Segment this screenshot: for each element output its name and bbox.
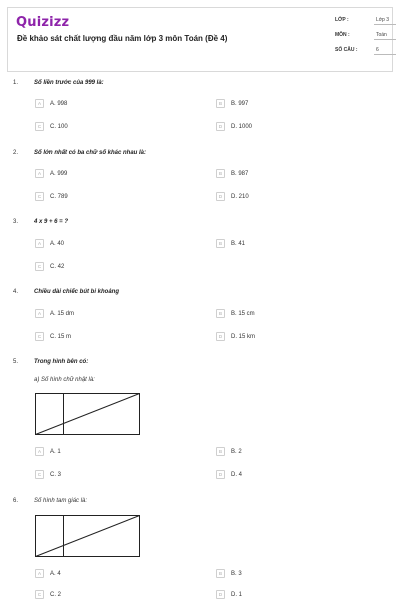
option-text[interactable]: A. 40 [50,241,65,247]
option-letter-badge[interactable]: C [35,470,44,479]
subject-label: MÔN : [335,32,350,38]
question-number: 5. [13,359,19,365]
option-text[interactable]: A. 4 [50,571,61,577]
option-letter-badge[interactable]: A [35,169,44,178]
option-letter-badge[interactable]: A [35,309,44,318]
subject-value: Toán [376,32,387,38]
option-letter-badge[interactable]: B [216,309,225,318]
option-letter-badge[interactable]: D [216,470,225,479]
option-letter-badge[interactable]: A [35,447,44,456]
option-letter-badge[interactable]: B [216,169,225,178]
option-text[interactable]: D. 1 [231,592,243,598]
option-letter-badge[interactable]: A [35,99,44,108]
option-text[interactable]: B. 997 [231,101,249,107]
quizizz-logo: Quizizz [16,15,70,30]
class-label: LỚP : [335,17,349,23]
question-text: Số lớn nhất có ba chữ số khác nhau là: [34,150,146,156]
option-letter-badge[interactable]: A [35,569,44,578]
option-text[interactable]: B. 987 [231,171,249,177]
option-text[interactable]: A. 15 dm [50,311,75,317]
option-letter-badge[interactable]: D [216,192,225,201]
question-number: 4. [13,289,19,295]
option-text[interactable]: D. 15 km [231,334,256,340]
option-text[interactable]: C. 42 [50,264,65,270]
rectangle-figure [35,393,141,436]
question-text: 4 x 9 + 6 = ? [34,219,69,225]
question-subtext: a) Số hình chữ nhật là: [34,377,95,383]
option-letter-badge[interactable]: C [35,122,44,131]
rectangle-figure [35,515,141,558]
option-letter-badge[interactable]: C [35,262,44,271]
question-text: Trong hình bên có: [34,359,89,365]
figure-diagonal [36,394,140,435]
option-text[interactable]: A. 998 [50,101,68,107]
question-count-label: SỐ CÂU : [335,47,358,53]
option-letter-badge[interactable]: A [35,239,44,248]
worksheet-header [7,7,393,72]
option-letter-badge[interactable]: B [216,569,225,578]
option-text[interactable]: C. 3 [50,472,62,478]
option-text[interactable]: A. 999 [50,171,68,177]
figure-diagonal [36,516,140,557]
worksheet-title: Đề khảo sát chất lượng đầu năm lớp 3 môn Toán (Đề 4) [17,34,228,43]
option-letter-badge[interactable]: B [216,99,225,108]
option-text[interactable]: B. 15 cm [231,311,255,317]
option-text[interactable]: C. 2 [50,592,62,598]
option-text[interactable]: B. 3 [231,571,242,577]
question-text: Số liền trước của 999 là: [34,80,104,86]
option-text[interactable]: C. 15 m [50,334,72,340]
question-number: 1. [13,80,19,86]
question-number: 2. [13,150,19,156]
question-text: Chiều dài chiếc bút bi khoảng [34,289,120,295]
question-number: 3. [13,219,19,225]
option-letter-badge[interactable]: C [35,192,44,201]
question-text: Số hình tam giác là: [34,498,88,504]
subject-underline [374,39,396,40]
option-letter-badge[interactable]: B [216,239,225,248]
option-letter-badge[interactable]: D [216,590,225,599]
option-letter-badge[interactable]: B [216,447,225,456]
option-text[interactable]: D. 1000 [231,124,253,130]
question-count-underline [374,54,396,55]
option-text[interactable]: B. 41 [231,241,246,247]
option-text[interactable]: C. 789 [50,194,68,200]
class-value: Lớp 3 [376,17,390,23]
question-count-value: 6 [376,47,379,53]
option-text[interactable]: B. 2 [231,449,242,455]
class-underline [374,24,396,25]
option-text[interactable]: D. 210 [231,194,249,200]
option-letter-badge[interactable]: D [216,332,225,341]
option-text[interactable]: C. 100 [50,124,68,130]
option-letter-badge[interactable]: D [216,122,225,131]
option-letter-badge[interactable]: C [35,332,44,341]
question-number: 6. [13,498,19,504]
option-text[interactable]: D. 4 [231,472,243,478]
option-text[interactable]: A. 1 [50,449,61,455]
option-letter-badge[interactable]: C [35,590,44,599]
